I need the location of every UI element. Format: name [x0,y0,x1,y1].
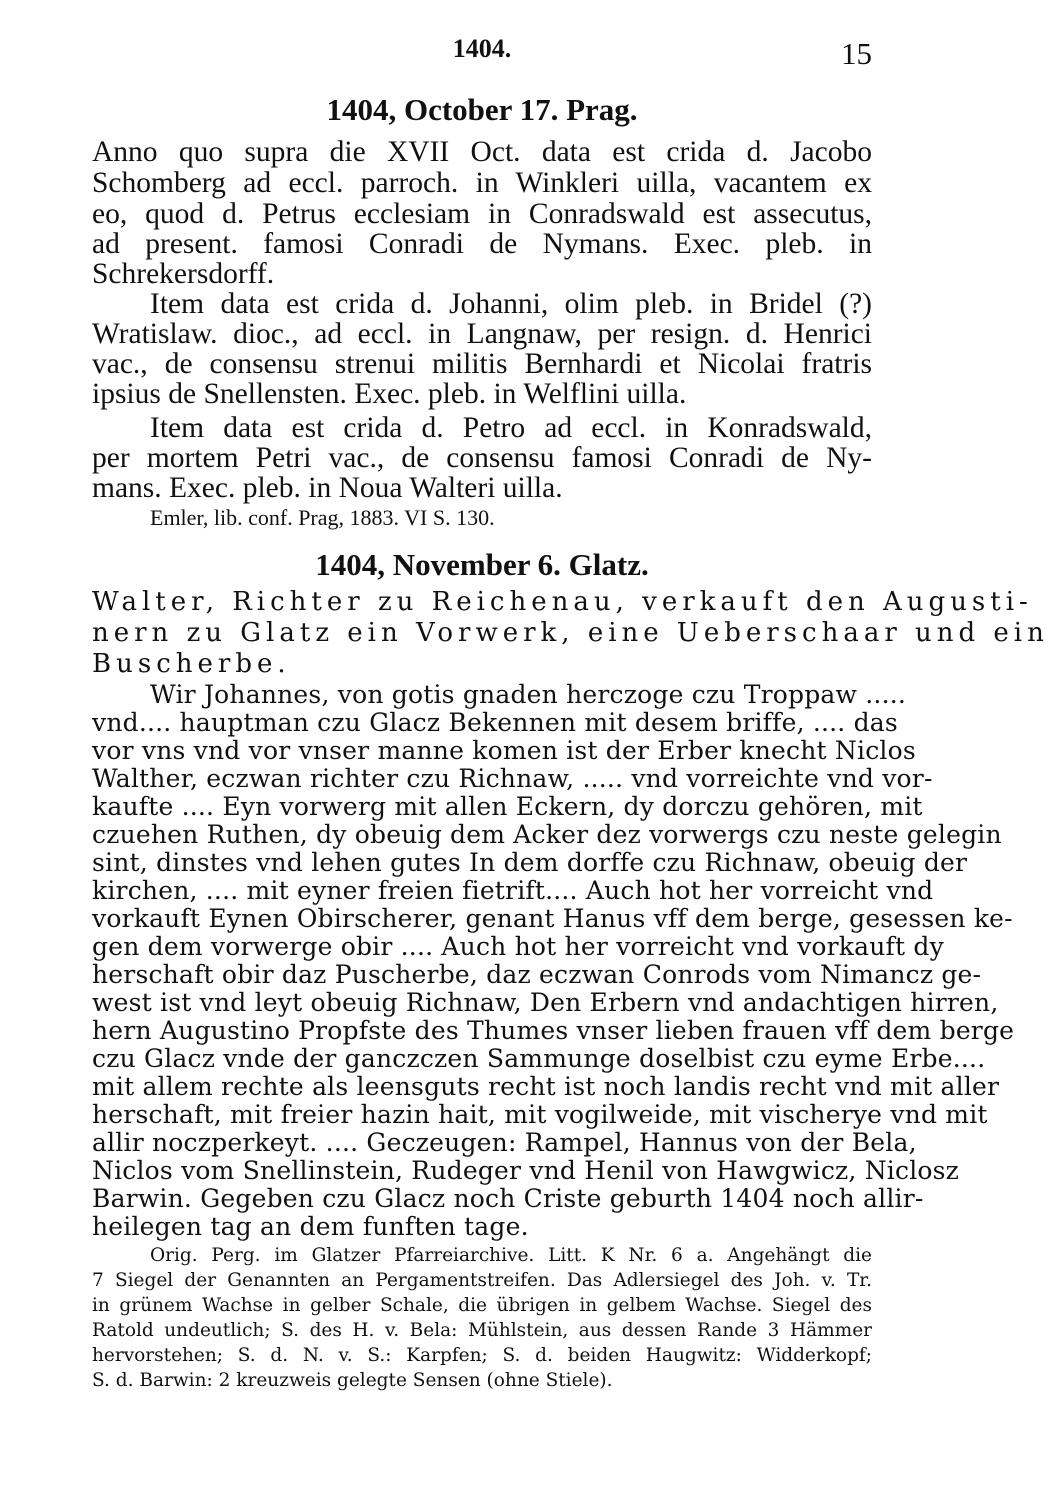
running-head-year: 1404. [452,34,512,63]
page-header [92,30,872,70]
entry-2-line: kaufte .... Eyn vorwerg mit allen Eckern, dy dorczu gehören, mit [92,792,923,821]
entry-2-line: Niclos vom Snellinstein, Rudeger vnd Henil von Hawgwicz, Niclosz [92,1156,960,1185]
page-number: 15 [841,36,872,71]
entry-1-line: vac., de consensu strenui militis Bernhardi et Nicolai fratris [92,348,872,380]
entry-1-line: ad present. famosi Conradi de Nymans. Exec. pleb. in [92,228,872,260]
entry-1-line: Item data est crida d. Johanni, olim pleb. in Bridel (?) [150,288,872,320]
entry-1-line: eo, quod d. Petrus ecclesiam in Conradswald est assecutus, [92,198,872,230]
entry-2-note: 7 Siegel der Genannten an Pergamentstreifen. Das Adlersiegel des Joh. v. Tr. [92,1270,872,1291]
entry-2-line: vnd.... hauptman czu Glacz Bekennen mit desem briffe, .... das [92,708,898,737]
entry-2-note: Ratold undeutlich; S. des H. v. Bela: Mühlstein, aus dessen Rande 3 Hämmer [92,1320,872,1341]
entry-2-summary-line: Buscherbe. [92,649,291,679]
entry-2-line: sint, dinstes vnd lehen gutes In dem dorffe czu Richnaw, obeuig der [92,848,968,877]
entry-2-note: in grünem Wachse in gelber Schale, die übrigen in gelbem Wachse. Siegel des [92,1295,872,1316]
entry-1-line: Schrekersdorff. [92,258,275,290]
entry-1-line: Wratislaw. dioc., ad eccl. in Langnaw, per resign. d. Henrici [92,318,872,350]
entry-1-line: Item data est crida d. Petro ad eccl. in Konradswald, [150,412,872,444]
entry-2-title: 1404, November 6. Glatz. [315,547,649,582]
entry-2-line: hern Augustino Propfste des Thumes vnser lieben frauen vff dem berge [92,1016,1015,1045]
entry-2-line: Wir Johannes, von gotis gnaden herczoge czu Troppaw ..... [150,680,907,709]
entry-1-title: 1404, October 17. Prag. [326,92,638,127]
entry-2-line: herschaft obir daz Puscherbe, daz eczwan Conrods vom Nimancz ge- [92,960,982,989]
entry-2-line: czu Glacz vnde der ganczczen Sammunge doselbist czu eyme Erbe.... [92,1044,986,1073]
entry-1-line: per mortem Petri vac., de consensu famosi Conradi de Ny- [92,442,872,474]
entry-2-summary-line: Walter, Richter zu Reichenau, verkauft den Augusti- [92,587,1033,617]
entry-1-source: Emler, lib. conf. Prag, 1883. VI S. 130. [150,505,495,530]
entry-1-line: mans. Exec. pleb. in Noua Walteri uilla. [92,472,563,504]
entry-2-line: vorkauft Eynen Obirscherer, genant Hanus vff dem berge, gesessen ke- [92,904,1013,933]
entry-2-note: S. d. Barwin: 2 kreuzweis gelegte Sensen (ohne Stiele). [92,1370,613,1391]
entry-2-line: Barwin. Gegeben czu Glacz noch Criste geburth 1404 noch allir- [92,1184,924,1213]
entry-2-note: Orig. Perg. im Glatzer Pfarreiarchive. Litt. K Nr. 6 a. Angehängt die [150,1245,872,1266]
entry-2-line: herschaft, mit freier hazin hait, mit vogilweide, mit vischerye vnd mit [92,1100,988,1129]
entry-1-line: ipsius de Snellensten. Exec. pleb. in Welflini uilla. [92,378,687,410]
entry-2-summary-line: nern zu Glatz ein Vorwerk, eine Ueberschaar und ein [92,618,1049,648]
entry-2-line: mit allem rechte als leensguts recht ist noch landis recht vnd mit aller [92,1072,1000,1101]
entry-2-note: hervorstehen; S. d. N. v. S.: Karpfen; S. d. beiden Haugwitz: Widderkopf; [92,1345,872,1366]
entry-2-line: allir noczperkeyt. .... Geczeugen: Rampel, Hannus von der Bela, [92,1128,917,1157]
entry-2-line: Walther, eczwan richter czu Richnaw, ..... vnd vorreichte vnd vor- [92,764,933,793]
entry-1-line: Anno quo supra die XVII Oct. data est crida d. Jacobo [92,136,872,168]
entry-2-line: gen dem vorwerge obir .... Auch hot her vorreicht vnd vorkauft dy [92,932,944,961]
entry-2-line: vor vns vnd vor vnser manne komen ist der Erber knecht Niclos [92,736,916,765]
entry-1-line: Schomberg ad eccl. parroch. in Winkleri uilla, vacantem ex [92,167,872,199]
entry-2-line: west ist vnd leyt obeuig Richnaw, Den Erbern vnd andachtigen hirren, [92,988,999,1017]
entry-2-line: kirchen, .... mit eyner freien fietrift.... Auch hot her vorreicht vnd [92,876,934,905]
entry-2-line: czuehen Ruthen, dy obeuig dem Acker dez vorwergs czu neste gelegin [92,820,1002,849]
entry-2-line: heilegen tag an dem funften tage. [92,1212,529,1241]
